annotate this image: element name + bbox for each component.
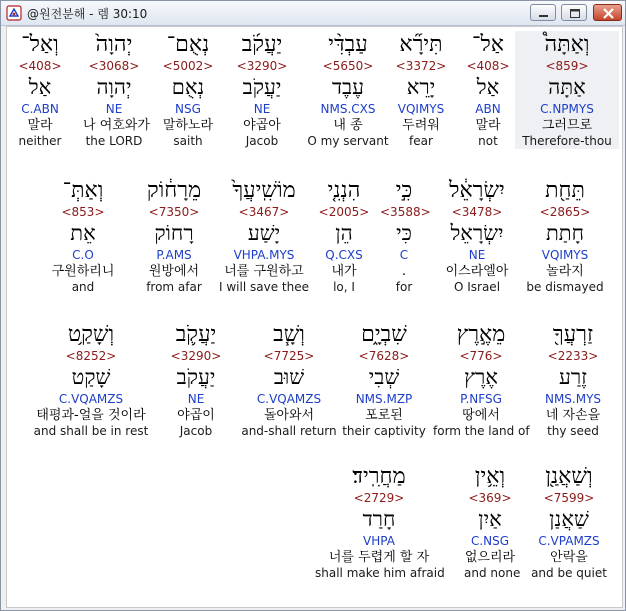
minimize-button[interactable]	[530, 4, 556, 21]
morphology-code: C.NSG	[470, 534, 510, 548]
english-gloss: saith	[173, 134, 203, 148]
korean-gloss: 야곱이	[177, 408, 215, 423]
strong-number[interactable]: <3068>	[88, 59, 140, 73]
hebrew-lemma: אַל	[28, 75, 52, 99]
word-cell[interactable]	[315, 463, 443, 581]
word-cell[interactable]	[314, 177, 374, 295]
close-button[interactable]	[593, 4, 622, 21]
korean-gloss: 말라	[475, 118, 501, 133]
english-gloss: and be quiet	[531, 566, 607, 580]
hebrew-lemma: שַׁאֲנַן	[549, 507, 589, 531]
english-gloss: from afar	[146, 280, 202, 294]
strong-number[interactable]: <3372>	[395, 59, 447, 73]
strong-number[interactable]: <408>	[466, 59, 510, 73]
strong-number[interactable]: <8252>	[65, 349, 117, 363]
english-gloss: and none	[464, 566, 521, 580]
korean-gloss: .	[401, 264, 407, 279]
word-cell[interactable]	[520, 177, 610, 295]
hebrew-word: וְאַתְּ־	[62, 178, 104, 203]
korean-gloss: 말하노라	[162, 118, 214, 133]
korean-gloss: 내가	[331, 264, 357, 279]
english-gloss: lo, I	[333, 280, 355, 294]
morphology-code: VQIMYS	[541, 248, 589, 262]
word-cell[interactable]	[515, 31, 619, 149]
hebrew-lemma: שְׁבִי	[368, 365, 400, 389]
hebrew-word: מוֹשִֽׁיעֲךָ֙	[232, 178, 296, 203]
hebrew-lemma: אַתָּה	[548, 75, 586, 99]
korean-gloss: 돌아와서	[263, 408, 315, 423]
strong-number[interactable]: <2233>	[547, 349, 599, 363]
hebrew-word: הִנְנִ֤י	[327, 178, 361, 203]
morphology-code: C.VPAMZS	[538, 534, 600, 548]
english-gloss: and-shall return	[241, 424, 337, 438]
hebrew-word: וְאַל־	[21, 32, 59, 57]
korean-gloss: 나 여호와가	[83, 118, 150, 133]
morphology-code: ABN	[475, 102, 501, 116]
hebrew-word: וְשָׁ֧ב	[273, 322, 305, 347]
english-gloss: O Israel	[453, 280, 501, 294]
morphology-code: NE	[105, 102, 123, 116]
english-gloss: O my servant	[307, 134, 389, 148]
hebrew-word: עַבְדִּ֨י	[328, 32, 368, 57]
word-cell[interactable]	[303, 31, 393, 149]
word-cell[interactable]	[531, 321, 615, 439]
strong-number[interactable]: <859>	[545, 59, 589, 73]
hebrew-word: מֵרָח֔וֹק	[146, 178, 202, 203]
morphology-code: NMS.MYS	[544, 392, 602, 406]
strong-number[interactable]: <7599>	[543, 491, 595, 505]
hebrew-lemma: רָחוֹק	[154, 221, 194, 245]
maximize-button[interactable]	[561, 4, 587, 21]
word-cell[interactable]	[231, 31, 293, 149]
morphology-code: NE	[253, 102, 271, 116]
strong-number[interactable]: <7350>	[148, 205, 200, 219]
english-gloss: for	[395, 280, 413, 294]
hebrew-lemma: שׁוּב	[273, 365, 305, 389]
english-gloss: the LORD	[85, 134, 143, 148]
close-icon	[594, 5, 623, 22]
english-gloss: Jacob	[179, 424, 213, 438]
hebrew-lemma: יָשַׁע	[247, 221, 281, 245]
hebrew-word: יַעֲקֹ֜ב	[241, 32, 283, 57]
english-gloss: form the land of	[433, 424, 530, 438]
hebrew-word: מַחֲרִֽיד׃	[352, 464, 406, 489]
word-cell[interactable]	[390, 31, 452, 149]
strong-number[interactable]: <7628>	[358, 349, 410, 363]
word-cell[interactable]	[29, 321, 153, 439]
korean-gloss: 그러므로	[541, 118, 593, 133]
hebrew-lemma: יָרֵא	[406, 75, 436, 99]
hebrew-lemma: אַל	[476, 75, 500, 99]
morphology-code: NE	[468, 248, 486, 262]
morphology-code: P.NFSG	[460, 392, 502, 406]
english-gloss: be dismayed	[526, 280, 604, 294]
hebrew-lemma: אֵת	[70, 221, 96, 245]
english-gloss: shall make him afraid	[315, 566, 445, 580]
hebrew-word: כִּ֣י	[395, 178, 413, 203]
hebrew-word: תִּירָ֞א	[399, 32, 443, 57]
english-gloss: neither	[18, 134, 62, 148]
hebrew-lemma: יַעֲקֹב	[176, 365, 216, 389]
word-cell[interactable]	[380, 177, 431, 295]
morphology-code: VQIMYS	[397, 102, 445, 116]
korean-gloss: 말라	[27, 118, 53, 133]
hebrew-lemma: חָתַת	[545, 221, 585, 245]
hebrew-lemma: יַעֲקֹב	[242, 75, 282, 99]
word-analysis-panel[interactable]	[6, 26, 623, 608]
hebrew-lemma: אֶרֶץ	[464, 365, 498, 389]
word-cell[interactable]	[457, 31, 519, 149]
word-cell[interactable]	[339, 321, 429, 439]
korean-gloss: 포로된	[365, 408, 403, 423]
english-gloss: thy seed	[547, 424, 599, 438]
word-cell[interactable]	[164, 321, 228, 439]
strong-number[interactable]: <776>	[459, 349, 503, 363]
strong-number[interactable]: <3467>	[238, 205, 290, 219]
korean-gloss: 구원하리니	[51, 264, 115, 279]
korean-gloss: 네 자손을	[545, 408, 601, 423]
strong-number[interactable]: <369>	[468, 491, 512, 505]
korean-gloss: 원방에서	[148, 264, 200, 279]
strong-number[interactable]: <408>	[18, 59, 62, 73]
hebrew-word: יְהוָה֙	[95, 32, 133, 57]
hebrew-word: תֵּחַ֖ת	[545, 178, 585, 203]
morphology-code: NMS.MZP	[355, 392, 413, 406]
hebrew-word: וְשָׁקַ֥ט	[67, 322, 115, 347]
korean-gloss: 두려워	[402, 118, 440, 133]
hebrew-lemma: הֵן	[335, 221, 353, 245]
korean-gloss: 없으리라	[464, 550, 516, 565]
hebrew-lemma: זֶרַע	[558, 365, 588, 389]
english-gloss: not	[478, 134, 498, 148]
korean-gloss: 너를 두렵게 할 자	[328, 550, 430, 565]
title-bar[interactable]	[1, 1, 625, 26]
hebrew-word: נְאֻם־	[166, 32, 210, 57]
strong-number[interactable]: <3478>	[451, 205, 503, 219]
morphology-code: C	[399, 248, 409, 262]
morphology-code: C.VQAMZS	[58, 392, 124, 406]
english-gloss: and shall be in rest	[33, 424, 149, 438]
strong-number[interactable]: <5650>	[322, 59, 374, 73]
word-cell[interactable]	[239, 321, 339, 439]
korean-gloss: 태평과-얼을 것이라	[36, 408, 146, 423]
hebrew-word: יִשְׂרָאֵ֔ל	[449, 178, 505, 203]
hebrew-word: וְאַתָּה֩	[544, 32, 590, 57]
korean-gloss: 안락을	[550, 550, 588, 565]
morphology-code: NMS.CXS	[320, 102, 376, 116]
korean-gloss: 땅에서	[462, 408, 500, 423]
word-cell[interactable]	[439, 177, 515, 295]
word-cell[interactable]	[9, 31, 71, 149]
hebrew-lemma: עֶבֶד	[331, 75, 365, 99]
english-gloss: Therefore-thou	[522, 134, 612, 148]
bible-app-icon	[6, 5, 22, 21]
english-gloss: I will save thee	[219, 280, 309, 294]
english-gloss: and	[71, 280, 95, 294]
hebrew-lemma: יְהוָה	[96, 75, 132, 99]
word-cell[interactable]	[464, 463, 521, 581]
minimize-icon	[531, 5, 557, 22]
hebrew-lemma: נְאֻם	[171, 75, 205, 99]
morphology-code: C.VQAMZS	[256, 392, 322, 406]
hebrew-word: וְשַׁאֲנַ֖ן	[545, 464, 593, 489]
word-cell[interactable]	[214, 177, 314, 295]
morphology-code: NSG	[175, 102, 201, 116]
strong-number[interactable]: <5002>	[162, 59, 214, 73]
english-gloss: fear	[409, 134, 433, 148]
korean-gloss: 내 종	[333, 118, 363, 133]
word-cell[interactable]	[527, 463, 611, 581]
word-cell[interactable]	[433, 321, 529, 439]
hebrew-word: שִׁבְיָ֑ם	[361, 322, 407, 347]
maximize-icon	[562, 5, 588, 22]
korean-gloss: 너를 구원하고	[224, 264, 304, 279]
word-cell[interactable]	[83, 31, 150, 149]
korean-gloss: 이스라엘아	[445, 264, 509, 279]
morphology-code: C.O	[72, 248, 94, 262]
strong-number[interactable]: <3588>	[380, 205, 431, 219]
word-cell[interactable]	[45, 177, 121, 295]
strong-number[interactable]: <2729>	[353, 491, 405, 505]
strong-number[interactable]: <7725>	[263, 349, 315, 363]
hebrew-lemma: יִשְׂרָאֵל	[450, 221, 504, 245]
strong-number[interactable]: <2865>	[539, 205, 591, 219]
english-gloss: Jacob	[245, 134, 279, 148]
korean-gloss: 야곱아	[243, 118, 281, 133]
hebrew-lemma: כִּי	[396, 221, 412, 245]
hebrew-word: אַל־	[472, 32, 504, 57]
word-cell[interactable]	[132, 177, 216, 295]
hebrew-lemma: שָׁקַט	[71, 365, 111, 389]
strong-number[interactable]: <853>	[61, 205, 105, 219]
strong-number[interactable]: <2005>	[318, 205, 370, 219]
english-gloss: their captivity	[342, 424, 426, 438]
morphology-code: VHPA.MYS	[233, 248, 295, 262]
korean-gloss: 놀라지	[546, 264, 584, 279]
morphology-code: Q.CXS	[325, 248, 363, 262]
window-title: @원전분해 - 렘 30:10	[27, 7, 148, 21]
hebrew-lemma: חָרַד	[362, 507, 396, 531]
morphology-code: C.ABN	[21, 102, 59, 116]
hebrew-word: זַרְעֲךָ֖	[552, 322, 594, 347]
strong-number[interactable]: <3290>	[170, 349, 222, 363]
hebrew-lemma: אַיִן	[478, 507, 502, 531]
morphology-code: VHPA	[363, 534, 395, 548]
word-cell[interactable]	[157, 31, 219, 149]
strong-number[interactable]: <3290>	[236, 59, 288, 73]
morphology-code: P.AMS	[156, 248, 192, 262]
hebrew-word: יַעֲקֹ֛ב	[175, 322, 217, 347]
morphology-code: NE	[187, 392, 205, 406]
morphology-code: C.NPMYS	[540, 102, 594, 116]
hebrew-word: מֵאֶ֣רֶץ	[456, 322, 506, 347]
hebrew-word: וְאֵ֥ין	[474, 464, 506, 489]
